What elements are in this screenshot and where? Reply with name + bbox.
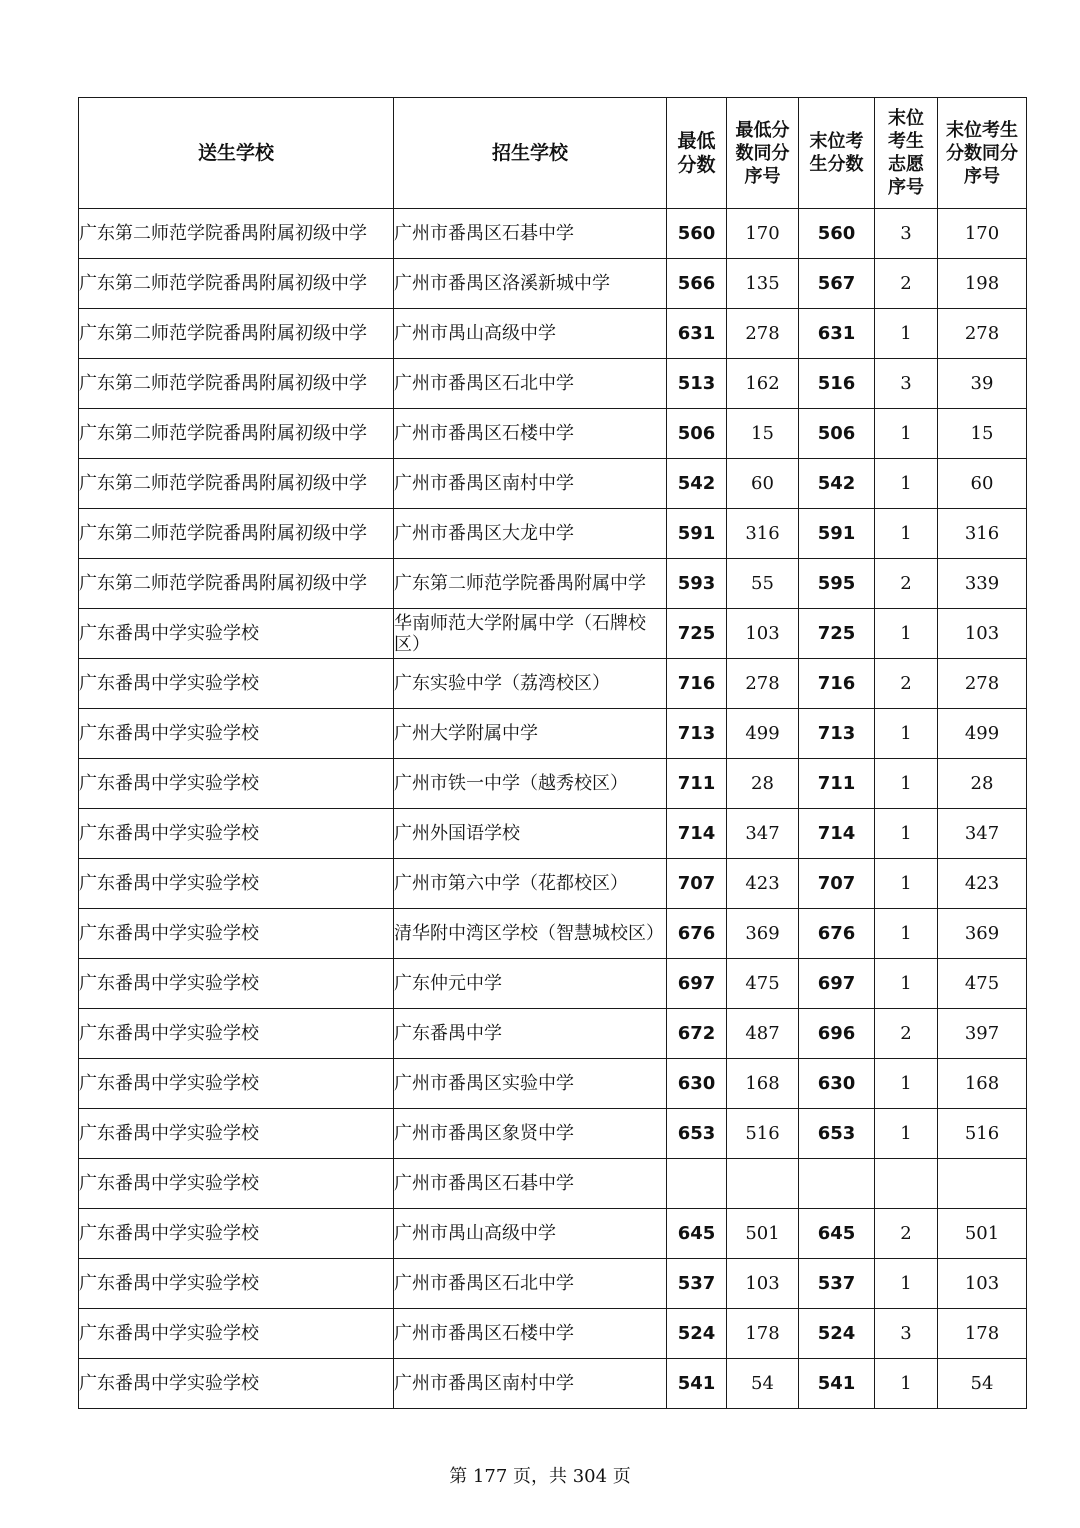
cell-min-score: 513 <box>667 359 727 409</box>
cell-receiving-school: 广州市番禺区石北中学 <box>394 1259 667 1309</box>
cell-sending-school: 广东番禺中学实验学校 <box>79 609 394 659</box>
cell-sending-school: 广东第二师范学院番禺附属初级中学 <box>79 409 394 459</box>
cell-sending-school: 广东第二师范学院番禺附属初级中学 <box>79 559 394 609</box>
cell-min-score-rank: 135 <box>727 259 799 309</box>
cell-min-score-rank: 516 <box>727 1109 799 1159</box>
cell-last-score: 516 <box>799 359 875 409</box>
cell-min-score: 560 <box>667 209 727 259</box>
table-row <box>79 1209 1027 1259</box>
cell-min-score: 672 <box>667 1009 727 1059</box>
table-row <box>79 559 1027 609</box>
cell-last-choice-order: 3 <box>875 209 938 259</box>
cell-last-choice-order: 2 <box>875 559 938 609</box>
table-row <box>79 359 1027 409</box>
cell-min-score-rank: 347 <box>727 809 799 859</box>
cell-last-score-rank: 397 <box>938 1009 1027 1059</box>
cell-min-score-rank: 475 <box>727 959 799 1009</box>
table-row <box>79 609 1027 659</box>
cell-last-score-rank: 54 <box>938 1359 1027 1409</box>
cell-receiving-school: 广州外国语学校 <box>394 809 667 859</box>
cell-sending-school: 广东番禺中学实验学校 <box>79 1209 394 1259</box>
cell-min-score-rank: 487 <box>727 1009 799 1059</box>
cell-last-score-rank: 369 <box>938 909 1027 959</box>
cell-receiving-school: 广州市第六中学（花都校区） <box>394 859 667 909</box>
cell-last-score-rank: 339 <box>938 559 1027 609</box>
table-row <box>79 259 1027 309</box>
cell-last-choice-order: 1 <box>875 509 938 559</box>
table-row <box>79 709 1027 759</box>
cell-min-score: 645 <box>667 1209 727 1259</box>
cell-min-score-rank: 369 <box>727 909 799 959</box>
cell-min-score-rank: 54 <box>727 1359 799 1409</box>
cell-last-score-rank: 278 <box>938 659 1027 709</box>
cell-last-choice-order: 1 <box>875 759 938 809</box>
cell-last-choice-order: 3 <box>875 1309 938 1359</box>
cell-last-score: 716 <box>799 659 875 709</box>
cell-last-score: 541 <box>799 1359 875 1409</box>
cell-min-score: 542 <box>667 459 727 509</box>
table-row <box>79 959 1027 1009</box>
cell-last-score-rank: 316 <box>938 509 1027 559</box>
cell-receiving-school: 清华附中湾区学校（智慧城校区） <box>394 909 667 959</box>
table-row <box>79 309 1027 359</box>
cell-min-score-rank: 178 <box>727 1309 799 1359</box>
cell-receiving-school: 广州市禺山高级中学 <box>394 309 667 359</box>
table-row <box>79 809 1027 859</box>
cell-sending-school: 广东番禺中学实验学校 <box>79 1109 394 1159</box>
cell-last-score-rank: 15 <box>938 409 1027 459</box>
cell-last-score: 560 <box>799 209 875 259</box>
cell-receiving-school: 广州市番禺区洛溪新城中学 <box>394 259 667 309</box>
cell-last-choice-order: 1 <box>875 1109 938 1159</box>
header-receiving-school: 招生学校 <box>394 98 667 209</box>
cell-last-score-rank: 178 <box>938 1309 1027 1359</box>
cell-receiving-school: 广州市禺山高级中学 <box>394 1209 667 1259</box>
cell-min-score-rank <box>727 1159 799 1209</box>
cell-receiving-school: 广州大学附属中学 <box>394 709 667 759</box>
table-row <box>79 1009 1027 1059</box>
table-row <box>79 1359 1027 1409</box>
table-header-row <box>79 98 1027 209</box>
cell-min-score-rank: 162 <box>727 359 799 409</box>
cell-last-score-rank: 423 <box>938 859 1027 909</box>
cell-min-score-rank: 170 <box>727 209 799 259</box>
page-footer: 第 177 页，共 304 页 <box>449 1466 631 1487</box>
cell-min-score-rank: 15 <box>727 409 799 459</box>
table-row <box>79 1309 1027 1359</box>
table-row <box>79 659 1027 709</box>
table-row <box>79 759 1027 809</box>
cell-last-score: 591 <box>799 509 875 559</box>
cell-receiving-school: 广州市番禺区南村中学 <box>394 1359 667 1409</box>
cell-min-score: 653 <box>667 1109 727 1159</box>
cell-last-score: 630 <box>799 1059 875 1109</box>
cell-last-score-rank: 278 <box>938 309 1027 359</box>
cell-min-score: 725 <box>667 609 727 659</box>
cell-last-score-rank: 60 <box>938 459 1027 509</box>
cell-receiving-school: 广州市番禺区石楼中学 <box>394 409 667 459</box>
cell-last-choice-order <box>875 1159 938 1209</box>
cell-receiving-school: 广州市番禺区石楼中学 <box>394 1309 667 1359</box>
cell-sending-school: 广东番禺中学实验学校 <box>79 1159 394 1209</box>
cell-last-score-rank: 198 <box>938 259 1027 309</box>
cell-min-score-rank: 168 <box>727 1059 799 1109</box>
cell-last-choice-order: 3 <box>875 359 938 409</box>
cell-sending-school: 广东第二师范学院番禺附属初级中学 <box>79 209 394 259</box>
cell-sending-school: 广东番禺中学实验学校 <box>79 709 394 759</box>
cell-min-score: 697 <box>667 959 727 1009</box>
cell-min-score: 711 <box>667 759 727 809</box>
cell-min-score: 714 <box>667 809 727 859</box>
table-row <box>79 509 1027 559</box>
cell-sending-school: 广东第二师范学院番禺附属初级中学 <box>79 309 394 359</box>
cell-last-choice-order: 1 <box>875 1059 938 1109</box>
cell-last-choice-order: 1 <box>875 809 938 859</box>
cell-receiving-school: 华南师范大学附属中学（石牌校区） <box>394 609 667 659</box>
cell-sending-school: 广东第二师范学院番禺附属初级中学 <box>79 509 394 559</box>
table-row <box>79 1059 1027 1109</box>
cell-sending-school: 广东番禺中学实验学校 <box>79 809 394 859</box>
table-row <box>79 909 1027 959</box>
cell-last-score: 697 <box>799 959 875 1009</box>
cell-min-score: 713 <box>667 709 727 759</box>
cell-min-score: 541 <box>667 1359 727 1409</box>
table-row <box>79 1259 1027 1309</box>
cell-last-score: 506 <box>799 409 875 459</box>
cell-receiving-school: 广州市番禺区石碁中学 <box>394 1159 667 1209</box>
cell-sending-school: 广东番禺中学实验学校 <box>79 759 394 809</box>
cell-min-score: 591 <box>667 509 727 559</box>
cell-receiving-school: 广州市番禺区南村中学 <box>394 459 667 509</box>
cell-sending-school: 广东番禺中学实验学校 <box>79 959 394 1009</box>
cell-last-choice-order: 1 <box>875 309 938 359</box>
cell-last-score: 524 <box>799 1309 875 1359</box>
cell-receiving-school: 广州市番禺区大龙中学 <box>394 509 667 559</box>
header-min-score-rank: 最低分 数同分 序号 <box>727 98 799 209</box>
cell-last-score-rank: 516 <box>938 1109 1027 1159</box>
cell-last-score: 631 <box>799 309 875 359</box>
cell-last-choice-order: 1 <box>875 459 938 509</box>
cell-last-score: 696 <box>799 1009 875 1059</box>
cell-min-score <box>667 1159 727 1209</box>
cell-receiving-school: 广东仲元中学 <box>394 959 667 1009</box>
cell-min-score-rank: 103 <box>727 1259 799 1309</box>
cell-min-score: 524 <box>667 1309 727 1359</box>
header-sending-school: 送生学校 <box>79 98 394 209</box>
header-last-score-rank: 末位考生 分数同分 序号 <box>938 98 1027 209</box>
cell-sending-school: 广东第二师范学院番禺附属初级中学 <box>79 459 394 509</box>
cell-last-score: 725 <box>799 609 875 659</box>
cell-last-choice-order: 1 <box>875 859 938 909</box>
cell-min-score-rank: 28 <box>727 759 799 809</box>
cell-min-score-rank: 278 <box>727 659 799 709</box>
table-body <box>79 209 1027 1409</box>
cell-min-score: 630 <box>667 1059 727 1109</box>
cell-last-score: 645 <box>799 1209 875 1259</box>
cell-last-score-rank: 39 <box>938 359 1027 409</box>
table-row <box>79 209 1027 259</box>
admission-score-table <box>78 97 1027 1409</box>
cell-last-choice-order: 1 <box>875 609 938 659</box>
cell-last-score-rank: 347 <box>938 809 1027 859</box>
table-row <box>79 1159 1027 1209</box>
cell-min-score-rank: 316 <box>727 509 799 559</box>
cell-sending-school: 广东番禺中学实验学校 <box>79 859 394 909</box>
cell-last-choice-order: 2 <box>875 1009 938 1059</box>
cell-receiving-school: 广州市番禺区石碁中学 <box>394 209 667 259</box>
cell-min-score-rank: 55 <box>727 559 799 609</box>
cell-sending-school: 广东番禺中学实验学校 <box>79 1359 394 1409</box>
cell-min-score: 707 <box>667 859 727 909</box>
header-min-score: 最低 分数 <box>667 98 727 209</box>
cell-last-choice-order: 1 <box>875 909 938 959</box>
header-last-score: 末位考 生分数 <box>799 98 875 209</box>
table-row <box>79 409 1027 459</box>
cell-min-score-rank: 499 <box>727 709 799 759</box>
cell-min-score: 716 <box>667 659 727 709</box>
cell-min-score-rank: 278 <box>727 309 799 359</box>
cell-receiving-school: 广州市番禺区石北中学 <box>394 359 667 409</box>
cell-min-score: 506 <box>667 409 727 459</box>
cell-last-score: 567 <box>799 259 875 309</box>
cell-last-score-rank: 103 <box>938 609 1027 659</box>
cell-min-score-rank: 103 <box>727 609 799 659</box>
cell-min-score-rank: 423 <box>727 859 799 909</box>
cell-last-score-rank: 501 <box>938 1209 1027 1259</box>
cell-min-score-rank: 501 <box>727 1209 799 1259</box>
cell-last-choice-order: 1 <box>875 959 938 1009</box>
header-last-choice-order: 末位 考生 志愿 序号 <box>875 98 938 209</box>
cell-last-score-rank <box>938 1159 1027 1209</box>
cell-last-score-rank: 170 <box>938 209 1027 259</box>
cell-min-score: 566 <box>667 259 727 309</box>
cell-receiving-school: 广东第二师范学院番禺附属中学 <box>394 559 667 609</box>
cell-sending-school: 广东番禺中学实验学校 <box>79 1009 394 1059</box>
cell-last-score <box>799 1159 875 1209</box>
cell-last-score-rank: 499 <box>938 709 1027 759</box>
cell-last-choice-order: 1 <box>875 1259 938 1309</box>
table-row <box>79 859 1027 909</box>
cell-min-score: 593 <box>667 559 727 609</box>
cell-min-score: 676 <box>667 909 727 959</box>
cell-last-score-rank: 28 <box>938 759 1027 809</box>
cell-last-choice-order: 2 <box>875 1209 938 1259</box>
cell-receiving-school: 广东番禺中学 <box>394 1009 667 1059</box>
cell-last-score: 713 <box>799 709 875 759</box>
cell-last-score: 542 <box>799 459 875 509</box>
cell-last-score: 711 <box>799 759 875 809</box>
cell-last-score: 595 <box>799 559 875 609</box>
cell-last-score: 537 <box>799 1259 875 1309</box>
cell-sending-school: 广东番禺中学实验学校 <box>79 659 394 709</box>
cell-last-score: 707 <box>799 859 875 909</box>
cell-receiving-school: 广州市铁一中学（越秀校区） <box>394 759 667 809</box>
cell-sending-school: 广东番禺中学实验学校 <box>79 1259 394 1309</box>
cell-last-score: 714 <box>799 809 875 859</box>
cell-last-choice-order: 2 <box>875 659 938 709</box>
cell-sending-school: 广东第二师范学院番禺附属初级中学 <box>79 359 394 409</box>
cell-min-score: 631 <box>667 309 727 359</box>
cell-sending-school: 广东番禺中学实验学校 <box>79 1059 394 1109</box>
cell-min-score-rank: 60 <box>727 459 799 509</box>
cell-receiving-school: 广东实验中学（荔湾校区） <box>394 659 667 709</box>
cell-sending-school: 广东第二师范学院番禺附属初级中学 <box>79 259 394 309</box>
cell-last-choice-order: 2 <box>875 259 938 309</box>
cell-min-score: 537 <box>667 1259 727 1309</box>
cell-last-choice-order: 1 <box>875 1359 938 1409</box>
cell-last-score: 676 <box>799 909 875 959</box>
cell-sending-school: 广东番禺中学实验学校 <box>79 1309 394 1359</box>
cell-last-score-rank: 475 <box>938 959 1027 1009</box>
table-row <box>79 459 1027 509</box>
table-row <box>79 1109 1027 1159</box>
cell-sending-school: 广东番禺中学实验学校 <box>79 909 394 959</box>
cell-last-choice-order: 1 <box>875 409 938 459</box>
cell-last-score-rank: 168 <box>938 1059 1027 1109</box>
cell-receiving-school: 广州市番禺区实验中学 <box>394 1059 667 1109</box>
cell-last-choice-order: 1 <box>875 709 938 759</box>
cell-last-score-rank: 103 <box>938 1259 1027 1309</box>
cell-last-score: 653 <box>799 1109 875 1159</box>
cell-receiving-school: 广州市番禺区象贤中学 <box>394 1109 667 1159</box>
